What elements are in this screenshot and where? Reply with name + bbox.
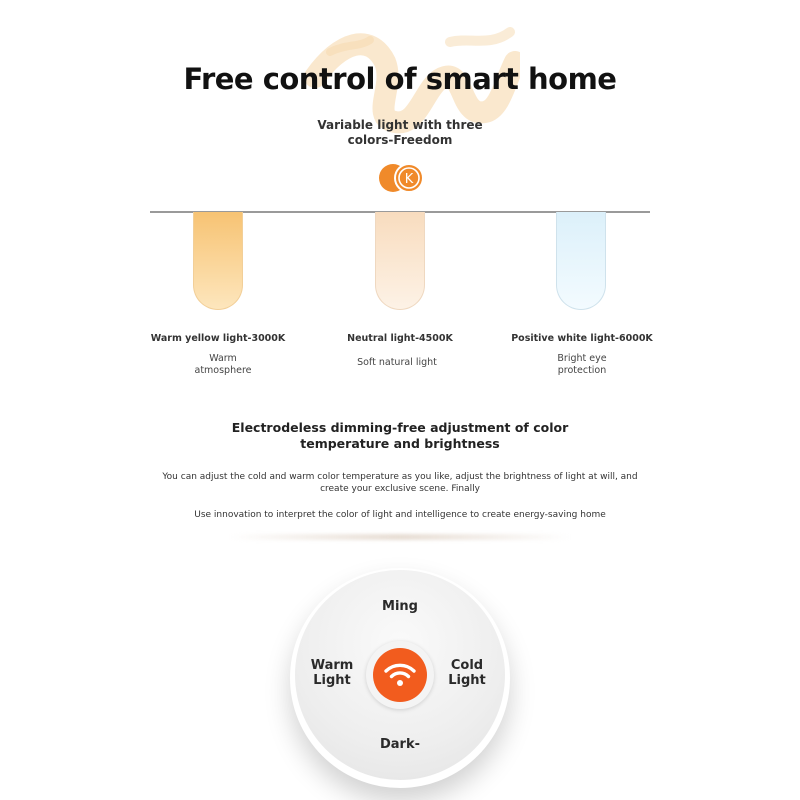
white-light-desc	[512, 353, 652, 377]
neutral-light-desc	[327, 357, 467, 369]
decorative-divider	[230, 534, 570, 540]
warm-light-tube	[193, 212, 243, 310]
neutral-light-tube	[375, 212, 425, 310]
wifi-icon	[383, 662, 417, 688]
cold-light-button[interactable]	[437, 658, 497, 688]
warm-desc-line-2: atmosphere	[194, 365, 252, 376]
description-line-2: create your exclusive scene. Finally	[320, 484, 480, 494]
description-line-1: You can adjust the cold and warm color temperature as you like, adjust the brightness of light at will, and	[162, 472, 638, 482]
warm-light-button[interactable]	[302, 658, 362, 688]
dimmer-button[interactable]: Dark-	[379, 737, 420, 752]
white-desc-line-1: Bright eye	[557, 353, 607, 364]
section-heading-line-2: temperature and brightness	[300, 436, 500, 451]
warm-light-button-line-2: Light	[313, 673, 351, 688]
neutral-light-name: Neutral light-4500K	[347, 333, 453, 344]
wifi-button[interactable]	[373, 648, 427, 702]
innovation-paragraph: Use innovation to interpret the color of light and intelligence to create energy-saving home	[194, 510, 606, 520]
warm-light-button-line-1: Warm	[310, 658, 354, 673]
description-paragraph	[100, 471, 700, 495]
page-title: Free control of smart home	[183, 62, 617, 96]
warm-light-name: Warm yellow light-3000K	[150, 333, 286, 344]
section-heading	[0, 420, 800, 452]
white-desc-line-2: protection	[557, 365, 607, 376]
page-subtitle	[0, 118, 800, 148]
badge-letter: K	[404, 172, 414, 187]
brighter-button[interactable]: Ming	[382, 599, 418, 614]
white-light-name: Positive white light-6000K	[511, 333, 653, 344]
subtitle-line-2: colors-Freedom	[347, 133, 453, 147]
subtitle-line-1: Variable light with three	[317, 118, 483, 132]
color-temperature-k-icon	[377, 162, 427, 194]
cold-light-button-line-1: Cold	[450, 658, 484, 673]
section-heading-line-1: Electrodeless dimming-free adjustment of color	[231, 420, 569, 435]
warm-light-desc	[153, 353, 293, 377]
warm-desc-line-1: Warm	[209, 353, 237, 364]
cold-light-button-line-2: Light	[448, 673, 486, 688]
neutral-desc-line-1: Soft natural light	[357, 357, 437, 368]
white-light-tube	[556, 212, 606, 310]
